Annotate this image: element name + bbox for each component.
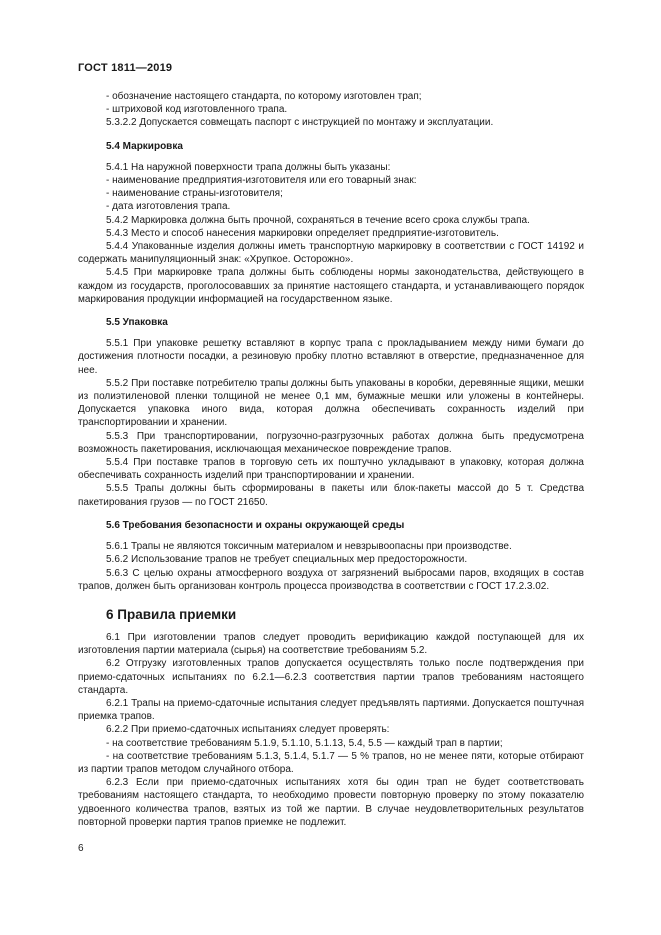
section-heading-5-5: 5.5 Упаковка xyxy=(106,317,168,329)
page-header: ГОСТ 1811—2019 xyxy=(78,62,173,74)
paragraph: 6.2.3 Если при приемо-сдаточных испытаниях хотя бы один трап не будет соответствовать требованиям настоящего стандарта, то необходимо провести повторную проверку по этому показателю удвоенного количества трапов, взятых из той же партии. В случае неудовлетворительных результатов повторной проверки партия трапов приемке не подлежит. xyxy=(78,777,584,828)
list-item: - обозначение настоящего стандарта, по которому изготовлен трап; xyxy=(106,91,422,102)
list-item: - штриховой код изготовленного трапа. xyxy=(106,104,288,116)
paragraph: 5.5.2 При поставке потребителю трапы должны быть упакованы в коробки, деревянные ящики, мешки из полиэтиленовой пленки толщиной не менее 0,1 мм, бумажные мешки или уложены в контейнеры. Допускается упаковка иного вида, которая должна обеспечивать сохранность изделий при транспортировании и хранении. xyxy=(78,377,584,429)
paragraph: 5.5.3 При транспортировании, погрузочно-разгрузочных работах должна быть предусмотрена возможность пакетирования, исключающая механическое повреждение трапов. xyxy=(78,430,584,455)
paragraph: 5.4.4 Упакованные изделия должны иметь транспортную маркировку в соответствии с ГОСТ 14192 и содержать манипуляционный знак: «Хрупкое. Осторожно». xyxy=(78,241,584,266)
document-body xyxy=(78,90,584,829)
paragraph: 6.2 Отгрузку изготовленных трапов допускается осуществлять только после подтверждения при приемо-сдаточных испытаниях по 6.2.1—6.2.3 соответствия партии трапов требованиям настоящего стандарта. xyxy=(78,658,584,696)
list-item: - наименование предприятия-изготовителя или его товарный знак: xyxy=(106,175,417,187)
paragraph: 5.4.2 Маркировка должна быть прочной, сохраняться в течение всего срока службы трапа. xyxy=(106,214,530,226)
paragraph: 5.4.3 Место и способ нанесения маркировки определяет предприятие-изготовитель. xyxy=(106,227,499,239)
paragraph: 5.3.2.2 Допускается совмещать паспорт с инструкцией по монтажу и эксплуатации. xyxy=(106,117,494,129)
paragraph: 6.1 При изготовлении трапов следует проводить верификацию каждой поступающей для их изготовления партии материала (сырья) на соответствие требованиям 5.2. xyxy=(78,631,584,657)
list-item: - дата изготовления трапа. xyxy=(106,201,231,213)
list-item: - на соответствие требованиям 5.1.9, 5.1.10, 5.1.13, 5.4, 5.5 — каждый трап в партии; xyxy=(106,737,503,749)
paragraph: 5.5.1 При упаковке решетку вставляют в корпус трапа с прокладыванием между ними бумаги до достижения плотности посадки, а резиновую пробку плотно вставляют в отверстие, предназначенное для нее. xyxy=(78,338,584,376)
paragraph: 6.2.1 Трапы на приемо-сдаточные испытания следует предъявлять партиями. Допускается поштучная приемка трапов. xyxy=(78,697,584,723)
list-item: - на соответствие требованиям 5.1.3, 5.1.4, 5.1.7 — 5 % трапов, но не менее пяти, которые отбирают из партии трапов методом случайного отбора. xyxy=(78,750,584,775)
section-heading-6: 6 Правила приемки xyxy=(106,606,237,622)
paragraph: 5.6.2 Использование трапов не требует специальных мер предосторожности. xyxy=(106,554,468,566)
paragraph: 5.5.4 При поставке трапов в торговую сеть их поштучно укладывают в упаковку, которая должна обеспечивать сохранность изделий при транспортировании и хранении. xyxy=(78,457,584,482)
list-item: - наименование страны-изготовителя; xyxy=(106,188,283,200)
paragraph: 5.6.3 С целью охраны атмосферного воздуха от загрязнений выбросами паров, входящих в состав трапов, должен быть организован контроль процесса производства в соответствии с ГОСТ 17.2.3.02. xyxy=(78,567,584,592)
section-heading-5-6: 5.6 Требования безопасности и охраны окружающей среды xyxy=(106,519,405,531)
paragraph: 6.2.2 При приемо-сдаточных испытаниях следует проверять: xyxy=(106,724,390,736)
paragraph: 5.6.1 Трапы не являются токсичным материалом и невзрывоопасны при производстве. xyxy=(106,541,512,553)
section-heading-5-4: 5.4 Маркировка xyxy=(106,140,183,152)
paragraph: 5.4.5 При маркировке трапа должны быть соблюдены нормы законодательства, действующего в каждом из государств, проголосовавших за принятие настоящего стандарта, и устанавливающего порядок маркирования продукции информацией на государственном языке. xyxy=(78,267,584,305)
paragraph: 5.5.5 Трапы должны быть сформированы в пакеты или блок-пакеты массой до 5 т. Средства пакетирования грузов — по ГОСТ 21650. xyxy=(78,483,584,508)
paragraph: 5.4.1 На наружной поверхности трапа должны быть указаны: xyxy=(106,161,391,173)
page-number: 6 xyxy=(78,843,84,854)
